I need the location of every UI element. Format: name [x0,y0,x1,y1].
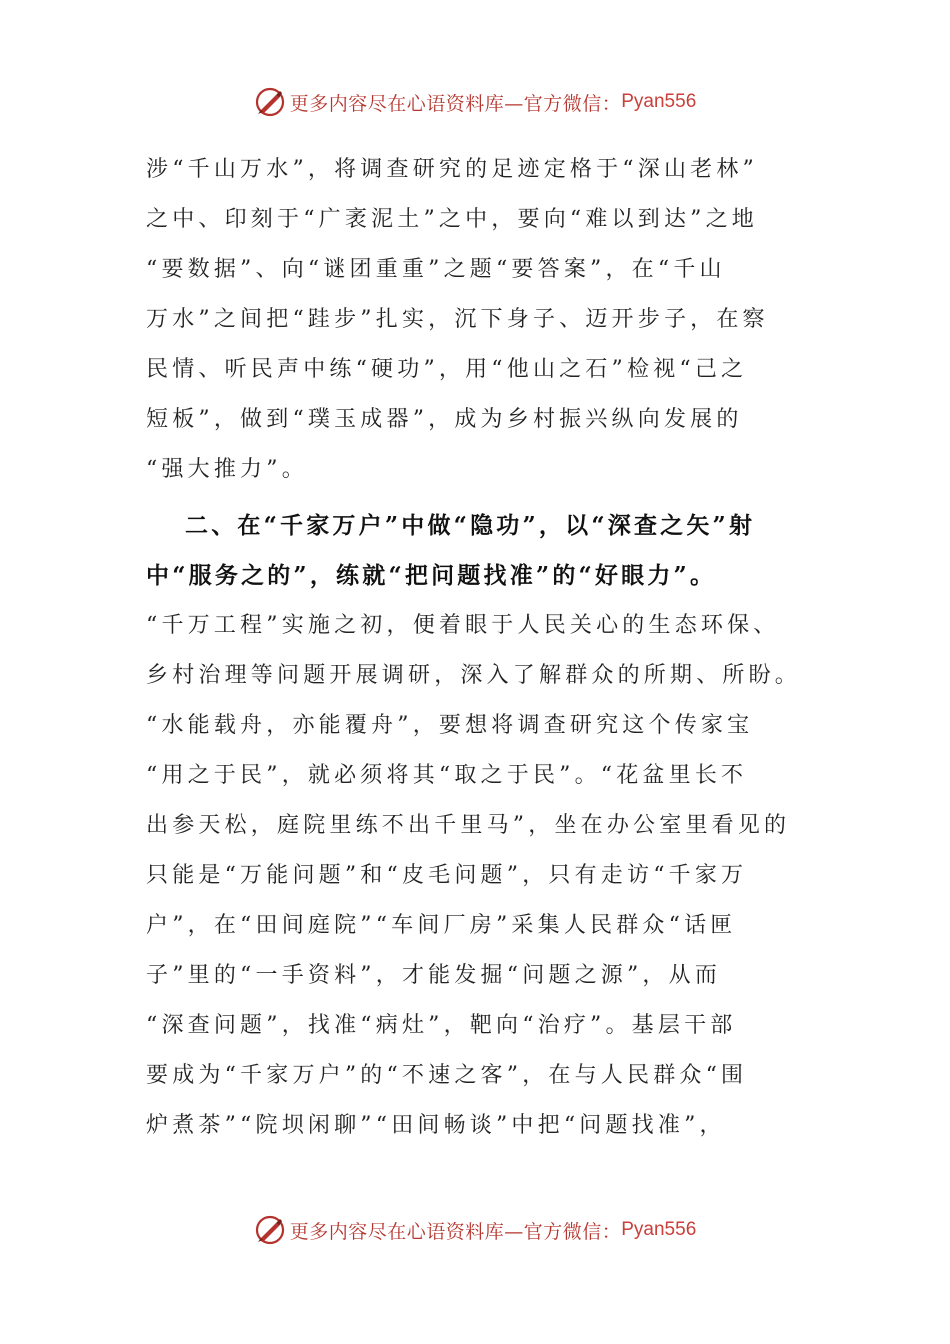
watermark-wechat-id: Pyan556 [621,91,697,112]
pen-logo-icon [254,1214,286,1246]
pen-logo-icon [254,86,286,118]
watermark-site-text: 更多内容尽在心语资料库—官方微信： [289,1220,622,1243]
paragraph-line: “千万工程”实施之初，便着眼于人民关心的生态环保、 [146,613,780,638]
paragraph-line: 炉煮茶”“院坝闲聊”“田间畅谈”中把“问题找准”， [146,1113,726,1138]
paragraph-line: 要成为“千家万户”的“不速之客”，在与人民群众“围 [146,1063,748,1088]
paragraph-line: 出参天松，庭院里练不出千里马”，坐在办公室里看见的 [146,813,791,838]
section-heading: 中“服务之的”，练就“把问题找准”的“好眼力”。 [146,562,717,589]
paragraph-line: 短板”，做到“璞玉成器”，成为乡村振兴纵向发展的 [146,407,743,432]
paragraph-line: “深查问题”，找准“病灶”，靶向“治疗”。基层干部 [146,1013,737,1038]
paragraph-line: 子”里的“一手资料”，才能发掘“问题之源”，从而 [146,963,722,988]
footer-watermark [0,1210,950,1250]
paragraph-line: “水能载舟，亦能覆舟”，要想将调查研究这个传家宝 [146,713,754,738]
paragraph-line: “要数据”、向“谜团重重”之题“要答案”，在“千山 [146,257,726,282]
paragraph-line: 万水”之间把“跬步”扎实，沉下身子、迈开步子，在察 [146,307,769,332]
paragraph-line: 涉“千山万水”，将调查研究的足迹定格于“深山老林” [146,157,758,182]
section-heading: 二、在“千家万户”中做“隐功”，以“深查之矢”射 [185,512,756,539]
watermark-wechat-id: Pyan556 [621,1219,697,1240]
paragraph-line: 民情、听民声中练“硬功”，用“他山之石”检视“己之 [146,357,748,382]
paragraph-line: 乡村治理等问题开展调研，深入了解群众的所期、所盼。 [146,663,802,688]
paragraph-line: 户”，在“田间庭院”“车间厂房”采集人民群众“话匣 [146,913,737,938]
watermark-site-text: 更多内容尽在心语资料库—官方微信： [289,92,622,115]
paragraph-line: 之中、印刻于“广袤泥土”之中，要向“难以到达”之地 [146,207,758,232]
header-watermark [0,82,950,122]
paragraph-line: 只能是“万能问题”和“皮毛问题”，只有走访“千家万 [146,863,748,888]
paragraph-line: “用之于民”，就必须将其“取之于民”。“花盆里长不 [146,763,748,788]
paragraph-line: “强大推力”。 [146,457,308,482]
